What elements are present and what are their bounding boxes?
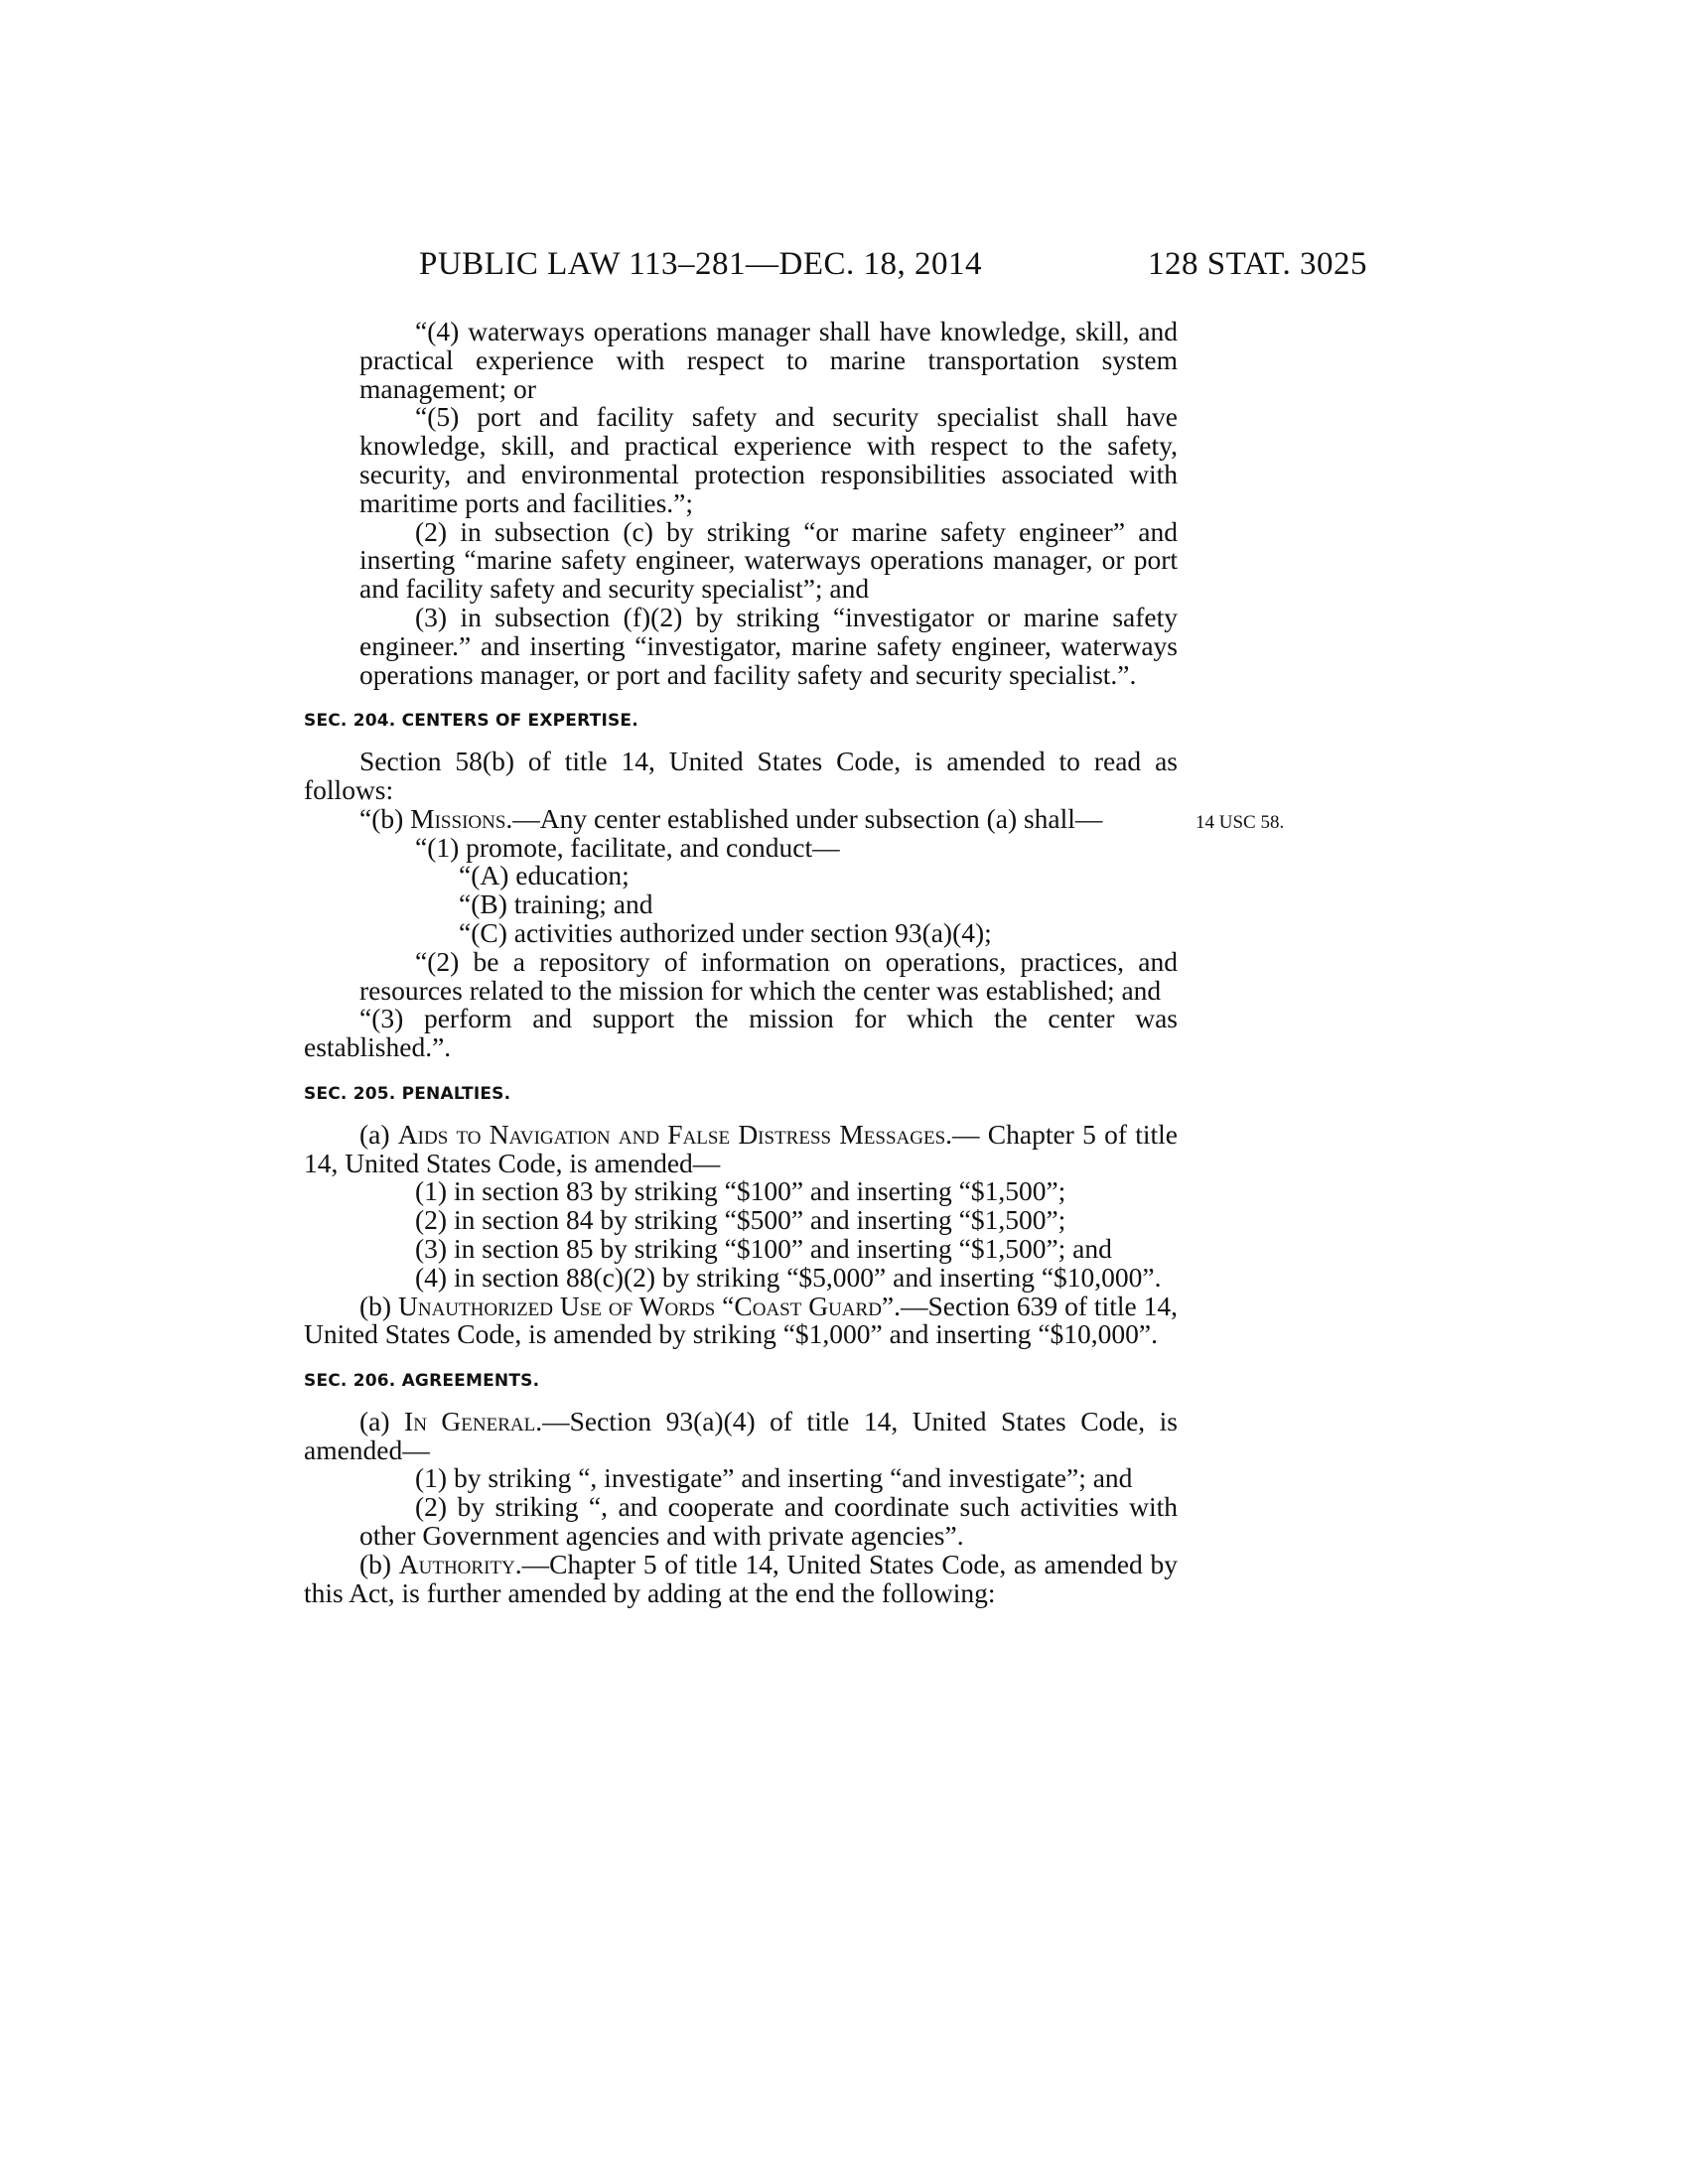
paragraph <box>304 1118 1178 1178</box>
paragraph <box>304 1290 1178 1350</box>
paragraph: “(3) perform and support the mission for which the center was established.”. <box>304 1003 1178 1063</box>
paragraph: “(B) training; and <box>459 888 653 920</box>
paragraph: “(2) be a repository of information on operations, practices, and resources related to the mission for which the center was established; and <box>359 945 1178 1006</box>
paragraph <box>304 1405 1178 1465</box>
paragraph-heading: Authority <box>398 1548 515 1579</box>
paragraph-text: .—Section 93(a)(4) of title 14, United States Code, is amended— <box>304 1405 1178 1465</box>
paragraph-prefix: (a) <box>359 1118 398 1150</box>
paragraph: (2) in subsection (c) by striking “or marine safety engineer” and inserting “marine safety engineer, waterways operations manager, or port and facility safety and security specialist”; and <box>359 515 1178 605</box>
section-heading-206: SEC. 206. AGREEMENTS. <box>304 1371 540 1392</box>
paragraph: “(5) port and facility safety and security specialist shall have knowledge, skill, and practical experience with respect to the safety, security, and environmental protection responsibilities associated with maritime ports and facilities.”; <box>359 401 1178 518</box>
paragraph: (1) by striking “, investigate” and inserting “and investigate”; and <box>415 1462 1133 1494</box>
paragraph: (3) in subsection (f)(2) by striking “investigator or marine safety engineer.” and inserting “investigator, marine safety engineer, waterways operations manager, or port and facility safety and security specialist.”. <box>359 601 1178 690</box>
paragraph: “(A) education; <box>459 860 630 891</box>
paragraph: “(1) promote, facilitate, and conduct— <box>415 831 840 863</box>
running-title: PUBLIC LAW 113–281—DEC. 18, 2014 <box>419 246 983 282</box>
paragraph-heading: In General <box>404 1405 536 1436</box>
paragraph-text: .—Chapter 5 of title 14, United States Code, as amended by this Act, is further amended by adding at the end the following: <box>304 1548 1178 1608</box>
paragraph: (3) in section 85 by striking “$100” and inserting “$1,500”; and <box>415 1232 1112 1264</box>
paragraph: Section 58(b) of title 14, United States Code, is amended to read as follows: <box>304 746 1178 805</box>
paragraph-text: .—Section 639 of title 14, United States Code, is amended by striking “$1,000” and inserting “$10,000”. <box>304 1290 1178 1350</box>
paragraph: “(4) waterways operations manager shall have knowledge, skill, and practical experience with respect to marine transportation system management; or <box>359 316 1178 404</box>
paragraph-heading: Missions <box>410 802 506 834</box>
paragraph: (4) in section 88(c)(2) by striking “$5,000” and inserting “$10,000”. <box>415 1261 1162 1293</box>
paragraph-prefix: (b) <box>359 1290 398 1321</box>
paragraph: (1) in section 83 by striking “$100” and inserting “$1,500”; <box>415 1175 1066 1207</box>
paragraph-heading: Unauthorized Use of Words “Coast Guard” <box>398 1290 895 1321</box>
paragraph-prefix: (b) <box>359 1548 399 1579</box>
section-heading-205: SEC. 205. PENALTIES. <box>304 1083 511 1104</box>
paragraph: (2) in section 84 by striking “$500” and inserting “$1,500”; <box>415 1204 1066 1236</box>
paragraph <box>304 802 1178 834</box>
paragraph <box>304 1548 1178 1608</box>
paragraph: (2) by striking “, and cooperate and coordinate such activities with other Government agencies and with private agencies”. <box>359 1491 1178 1552</box>
paragraph-heading: Aids to Navigation and False Distress Messages <box>397 1118 946 1150</box>
paragraph-prefix: “(b) <box>359 802 411 834</box>
paragraph-text: .—Any center established under subsection (a) shall— <box>505 802 1103 834</box>
margin-citation: 14 USC 58. <box>1196 812 1285 833</box>
paragraph-text: .— Chapter 5 of title 14, United States Code, is amended— <box>304 1118 1178 1178</box>
paragraph: “(C) activities authorized under section 93(a)(4); <box>459 916 992 948</box>
page-header <box>0 246 1688 290</box>
statute-page-number: 128 STAT. 3025 <box>1148 246 1368 282</box>
document-body <box>304 318 1178 1607</box>
paragraph-prefix: (a) <box>359 1405 405 1436</box>
section-heading-204: SEC. 204. CENTERS OF EXPERTISE. <box>304 711 638 732</box>
